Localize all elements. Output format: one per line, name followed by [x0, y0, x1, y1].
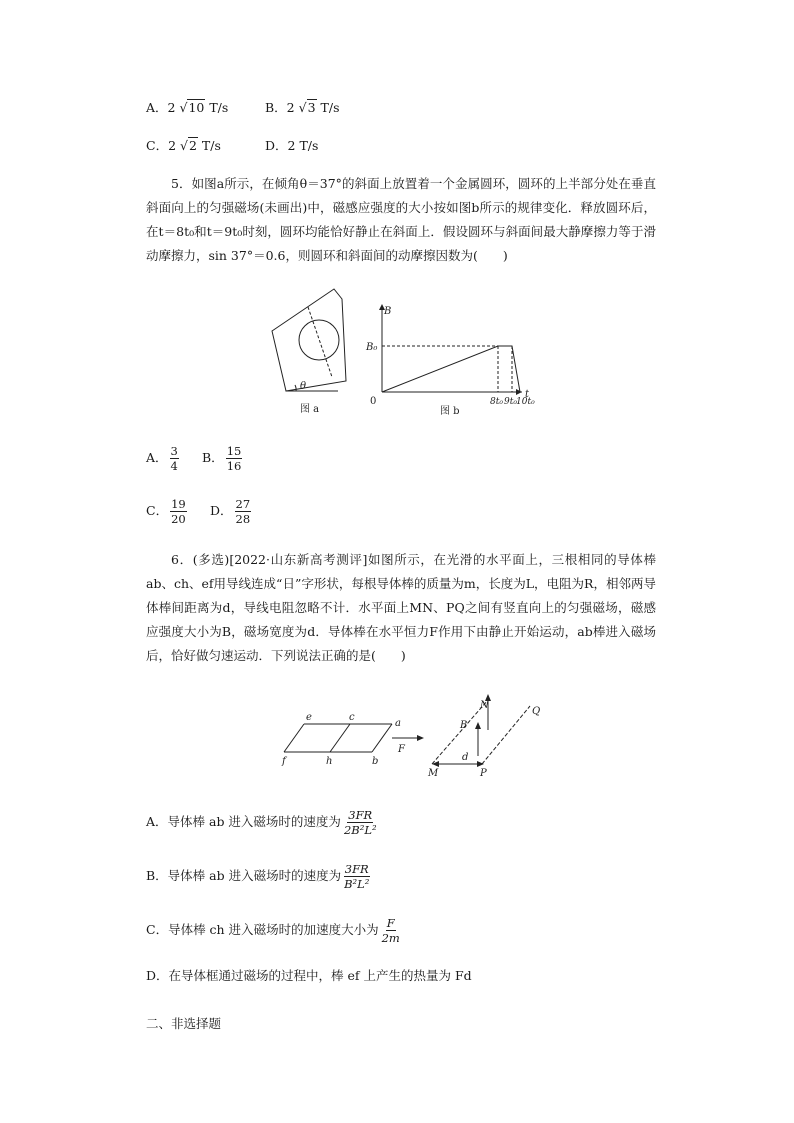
- rod-ch: [330, 724, 350, 752]
- q4-option-d: D．2 T/s: [265, 138, 319, 153]
- q4-option-b-unit: T/s: [320, 100, 340, 115]
- q6-option-b: [146, 862, 372, 891]
- metal-ring: [299, 320, 339, 360]
- width-d-arrow-left: [432, 761, 439, 767]
- q5-option-c-denominator: 20: [171, 512, 186, 526]
- q5-option-c-numerator: 19: [171, 497, 186, 511]
- label-n: N: [480, 700, 489, 711]
- width-d-arrow-right: [477, 761, 484, 767]
- label-field-b: B: [460, 720, 468, 731]
- q6-option-a-text: A．导体棒 ab 进入磁场时的速度为: [146, 814, 341, 829]
- label-e: e: [306, 712, 312, 723]
- q5-option-d-denominator: 28: [235, 512, 251, 526]
- q4-option-a-label: A．2: [146, 100, 176, 115]
- q6-option-d: D．在导体框通过磁场的过程中，棒 ef 上产生的热量为 Fd: [146, 968, 472, 983]
- q5-option-a-fraction: [170, 444, 179, 473]
- q4-option-b-label: B．2: [265, 100, 295, 115]
- q6-option-b-denominator: B²L²: [344, 877, 370, 891]
- label-f: f: [282, 756, 286, 767]
- tick-10t0: 10t₀: [516, 397, 535, 407]
- q5-option-a: [146, 444, 181, 473]
- q5-option-d-numerator: 27: [235, 497, 251, 511]
- q4-option-b: B．2 √3 T/s: [265, 100, 340, 115]
- q4-option-a-unit: T/s: [209, 100, 229, 115]
- q5-option-b-denominator: 16: [226, 459, 242, 473]
- q5-option-b: [202, 444, 244, 473]
- q6-option-c: [146, 916, 403, 945]
- q5-option-c-label: C．: [146, 503, 169, 518]
- q6-option-a-denominator: 2B²L²: [343, 823, 377, 837]
- q5-option-a-numerator: 3: [170, 444, 178, 458]
- q5-option-b-numerator: 15: [226, 444, 242, 458]
- rod-ef: [284, 724, 304, 752]
- q6-option-c-text: C．导体棒 ch 进入磁场时的加速度大小为: [146, 922, 379, 937]
- label-p: P: [480, 768, 487, 779]
- rod-ab: [372, 724, 392, 752]
- label-q: Q: [532, 706, 541, 717]
- q4-option-c-radicand: 2: [188, 138, 197, 153]
- label-m: M: [428, 768, 439, 779]
- q5-option-d-fraction: [235, 497, 252, 526]
- b-axis-label: B: [384, 306, 392, 317]
- q4-option-a: A．2 √10 T/s: [146, 100, 229, 115]
- fig-a-caption: 图 a: [300, 404, 320, 415]
- label-a: a: [395, 718, 401, 729]
- incline-block: [272, 289, 346, 391]
- q6-figure: [280, 690, 550, 778]
- section-title: 二、非选择题: [146, 1016, 222, 1031]
- q4-option-a-radicand: 10: [188, 100, 205, 115]
- q6-option-c-denominator: 2m: [381, 931, 400, 945]
- t-axis-label: t: [525, 389, 530, 400]
- label-force-f: F: [398, 744, 405, 755]
- q5-option-d: [210, 497, 253, 526]
- label-h: h: [326, 756, 333, 767]
- q6-option-b-fraction: [343, 862, 370, 891]
- q6-option-a-fraction: [343, 808, 378, 837]
- q5-option-a-label: A．: [146, 450, 168, 465]
- fig-b-caption: 图 b: [440, 406, 460, 417]
- q6-stem: 6．(多选)[2022·山东新高考测评]如图所示，在光滑的水平面上，三根相同的导体棒ab、ch、ef用导线连成“日”字形状，每根导体棒的质量为m，长度为L，电阻为R，相邻两导体棒间距离为d，导线电阻忽略不计．水平面上MN、PQ之间有竖直向上的匀强磁场，磁感应强度大小为B，磁场宽度为d．导体棒在水平恒力F作用下由静止开始运动，ab棒进入磁场后，恰好做匀速运动．下列说法正确的是( ): [146, 552, 656, 663]
- q5-option-c: [146, 497, 189, 526]
- field-b-arrowhead: [475, 722, 481, 729]
- angle-theta-label: θ: [300, 381, 307, 392]
- q5-option-c-fraction: [170, 497, 187, 526]
- t-axis-arrow: [516, 389, 522, 395]
- b0-label: B₀: [366, 342, 378, 353]
- q5-option-b-label: B．: [202, 450, 224, 465]
- label-b: b: [372, 756, 379, 767]
- q5-option-a-denominator: 4: [170, 459, 178, 473]
- origin-label: 0: [370, 396, 377, 407]
- q5-option-b-fraction: [226, 444, 243, 473]
- q5-option-d-label: D．: [210, 503, 233, 518]
- b-curve: [382, 346, 520, 392]
- q4-option-b-radicand: 3: [307, 100, 316, 115]
- q6-option-c-numerator: F: [386, 916, 395, 930]
- q6-option-a-numerator: 3FR: [348, 808, 373, 822]
- q5-stem: 5．如图a所示，在倾角θ＝37°的斜面上放置着一个金属圆环，圆环的上半部分处在垂直斜面向上的匀强磁场(未画出)中，磁感应强度的大小按如图b所示的规律变化．释放圆环后，在t＝8t₀和t＝9t₀时刻，圆环均能恰好静止在斜面上．假设圆环与斜面间最大静摩擦力等于滑动摩擦力，sin 37°＝0.6，则圆环和斜面间的动摩擦因数为( ): [146, 176, 656, 263]
- force-f-arrowhead: [417, 735, 424, 741]
- q6-option-a: [146, 808, 380, 837]
- q4-option-c: C．2 √2 T/s: [146, 138, 221, 153]
- q6-option-c-fraction: [381, 916, 401, 945]
- label-c: c: [349, 712, 355, 723]
- label-d: d: [462, 752, 469, 763]
- q5-figure-b: [362, 300, 535, 418]
- q6-option-b-numerator: 3FR: [344, 862, 369, 876]
- q4-option-c-label: C．2: [146, 138, 177, 153]
- angle-arc: [295, 385, 296, 391]
- q5-figure-a: [262, 285, 352, 415]
- tick-9t0: 9t₀: [504, 397, 517, 407]
- tick-8t0: 8t₀: [490, 397, 503, 407]
- q4-option-c-unit: T/s: [201, 138, 221, 153]
- boundary-pq: [482, 706, 530, 764]
- dashed-center-line: [308, 307, 332, 377]
- q6-option-b-text: B．导体棒 ab 进入磁场时的速度为: [146, 868, 342, 883]
